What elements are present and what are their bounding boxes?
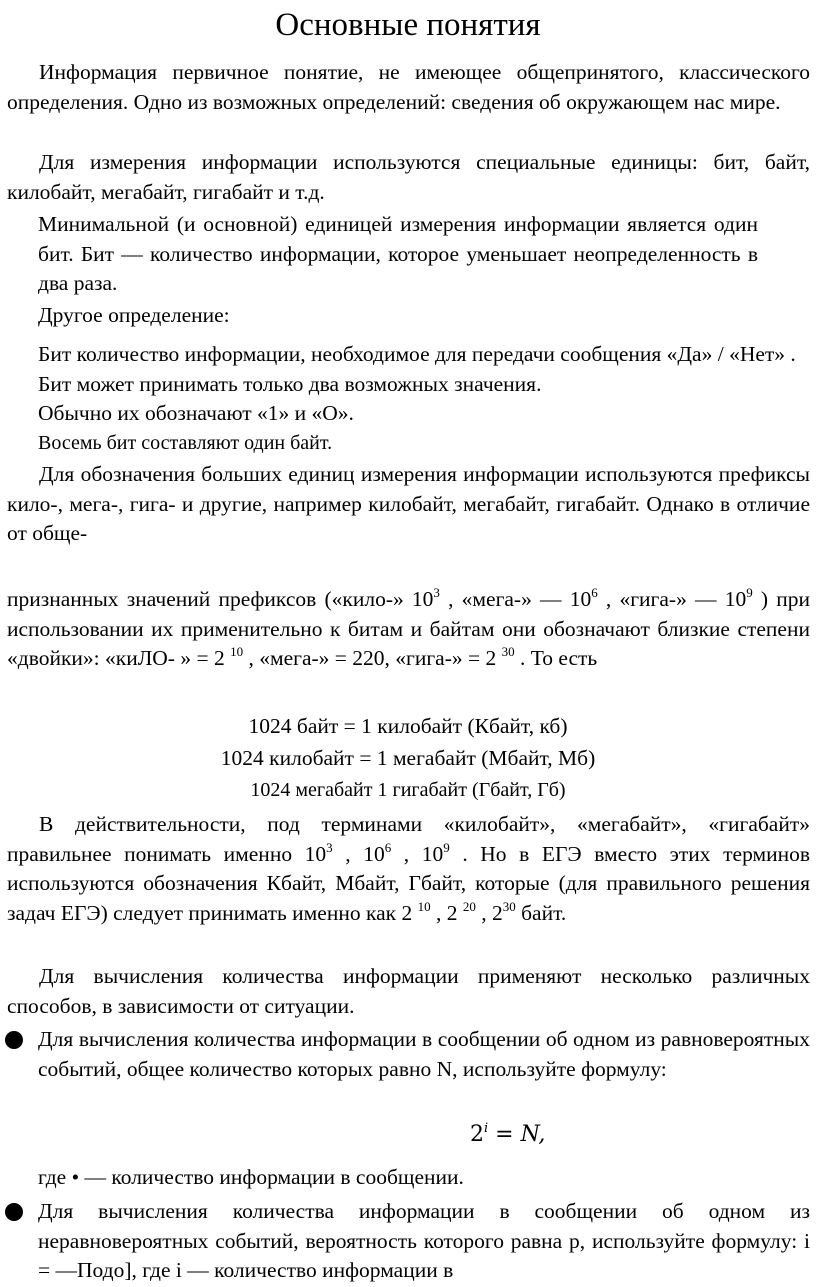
bullet-icon: [5, 1203, 23, 1221]
paragraph-byte: Восемь бит составляют один байт.: [38, 432, 333, 454]
formula-hartley: $2^i = N$,: [470, 1121, 546, 1147]
paragraph-ege-terms: В действительности, под терминами «килобайт», «мегабайт», «гигабайт» правильнее понимать именно $10^3$ , $10^6$ , $10^9$ . Но в ЕГЭ вместо этих терминов используются обозначения Кбайт, Мбайт, Гбайт, которые (для правильного решения задач ЕГЭ) следует принимать именно как 2 $^{10}$ , 2 $^{20}$ , $2^{30}$ байт.: [7, 812, 811, 925]
bullet-icon: [5, 1031, 23, 1049]
paragraph-bit: Минимальной (и основной) единицей измерения информации является один бит. Бит — количество информации, которое уменьшает неопределенность в два раза.: [38, 212, 758, 295]
paragraph-where-i: где • — количество информации в сообщении.: [38, 1165, 464, 1189]
equation-gigabyte: 1024 мегабайт 1 гигабайт (Гбайт, Гб): [250, 779, 566, 801]
paragraph-prefix-values: признанных значений префиксов («кило-» $10^3$ , «мега-» — $10^6$ , «гига-» — $10^9$ ) при использовании их применительно к битам и байтам они обозначают близкие степени «двойки»: «киЛО- » = 2 $^{10}$ , «мега-» = 220, «гига-» = 2 $^{30}$ . То есть: [7, 585, 810, 670]
paragraph-bit-values: Обычно их обозначают «1» и «О».: [38, 401, 354, 425]
page-title: Основные понятия: [275, 7, 541, 43]
paragraph-units: Для измерения информации используются специальные единицы: бит, байт, килобайт, мегабайт, гигабайт и т.д.: [7, 150, 810, 204]
paragraph-methods: Для вычисления количества информации применяют несколько различных способов, в зависимости от ситуации.: [7, 964, 810, 1018]
equation-kilobyte: 1024 байт = 1 килобайт (Кбайт, кб): [248, 714, 568, 738]
bullet-equiprobable: Для вычисления количества информации в сообщении об одном из равновероятных событий, общее количество которых равно N, используйте формулу:: [38, 1027, 810, 1081]
paragraph-definition: Информация первичное понятие, не имеющее общепринятого, классического определения. Одно из возможных определений: сведения об окружающем нас мире.: [7, 60, 810, 114]
bullet-nonequiprobable: Для вычисления количества информации в сообщении об одном из неравновероятных событий, вероятность которого равна р, используйте формулу: i = —Подо], где i — количество информации в: [38, 1199, 810, 1282]
paragraph-other-definition: Другое определение:: [38, 303, 230, 327]
equation-megabyte: 1024 килобайт = 1 мегабайт (Мбайт, Мб): [220, 746, 596, 770]
paragraph-bit-yes-no: Бит количество информации, необходимое для передачи сообщения «Да» / «Нет» . Бит может принимать только два возможных значения.: [38, 342, 796, 396]
paragraph-prefixes: Для обозначения больших единиц измерения информации используются префиксы кило-, мега-, гига- и другие, например килобайт, мегабайт, гигабайт. Однако в отличие от обще-: [7, 462, 810, 545]
